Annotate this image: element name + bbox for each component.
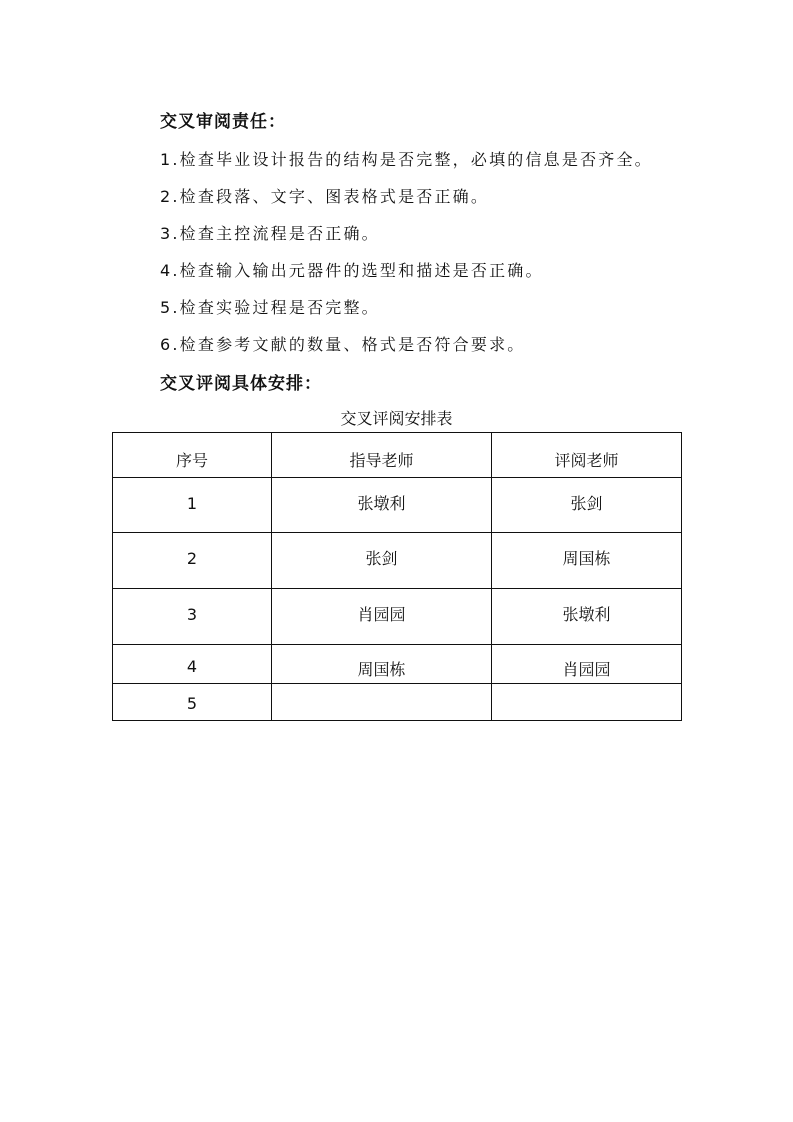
responsibility-item-3: 3.检查主控流程是否正确。 xyxy=(160,224,380,243)
advisor-cell xyxy=(272,684,492,721)
advisor-name: 张剑 xyxy=(365,549,398,568)
advisor-name: 周国栋 xyxy=(357,660,406,679)
reviewer-name: 张墩利 xyxy=(562,605,611,624)
reviewer-name: 张剑 xyxy=(570,494,603,513)
row-number-cell xyxy=(113,533,272,589)
advisor-name: 张墩利 xyxy=(357,494,406,513)
table-row xyxy=(113,478,682,533)
table-row xyxy=(113,533,682,589)
reviewer-name xyxy=(492,684,681,694)
table-row xyxy=(113,684,682,721)
reviewer-cell xyxy=(492,684,682,721)
row-number: 5 xyxy=(186,694,198,713)
responsibilities-heading: 交叉审阅责任： xyxy=(160,112,286,132)
reviewer-cell xyxy=(492,478,682,533)
advisor-cell xyxy=(272,589,492,645)
header-serial-number: 序号 xyxy=(113,433,272,478)
reviewer-cell xyxy=(492,589,682,645)
row-number: 2 xyxy=(186,549,198,568)
advisor-name: 肖园园 xyxy=(357,605,406,624)
advisor-cell xyxy=(272,645,492,684)
reviewer-name: 肖园园 xyxy=(562,660,611,679)
responsibility-item-5: 5.检查实验过程是否完整。 xyxy=(160,298,380,317)
row-number: 4 xyxy=(186,657,198,676)
row-number-cell xyxy=(113,478,272,533)
table-row xyxy=(113,645,682,684)
advisor-cell xyxy=(272,533,492,589)
table-header-row xyxy=(113,433,682,478)
header-advisor: 指导老师 xyxy=(272,433,492,478)
reviewer-name: 周国栋 xyxy=(562,549,611,568)
responsibility-item-4: 4.检查输入输出元器件的选型和描述是否正确。 xyxy=(160,261,544,280)
row-number-cell xyxy=(113,645,272,684)
responsibility-item-6: 6.检查参考文献的数量、格式是否符合要求。 xyxy=(160,335,526,354)
advisor-name xyxy=(272,684,491,694)
table-row xyxy=(113,589,682,645)
review-schedule-table xyxy=(112,432,682,721)
row-number: 1 xyxy=(186,494,198,513)
header-reviewer: 评阅老师 xyxy=(492,433,682,478)
row-number: 3 xyxy=(186,605,198,624)
responsibility-item-1: 1.检查毕业设计报告的结构是否完整，必填的信息是否齐全。 xyxy=(160,150,653,169)
responsibility-item-2: 2.检查段落、文字、图表格式是否正确。 xyxy=(160,187,490,206)
table-title: 交叉评阅安排表 xyxy=(340,409,453,428)
reviewer-cell xyxy=(492,533,682,589)
advisor-cell xyxy=(272,478,492,533)
row-number-cell xyxy=(113,684,272,721)
arrangement-heading: 交叉评阅具体安排： xyxy=(160,374,322,394)
reviewer-cell xyxy=(492,645,682,684)
row-number-cell xyxy=(113,589,272,645)
